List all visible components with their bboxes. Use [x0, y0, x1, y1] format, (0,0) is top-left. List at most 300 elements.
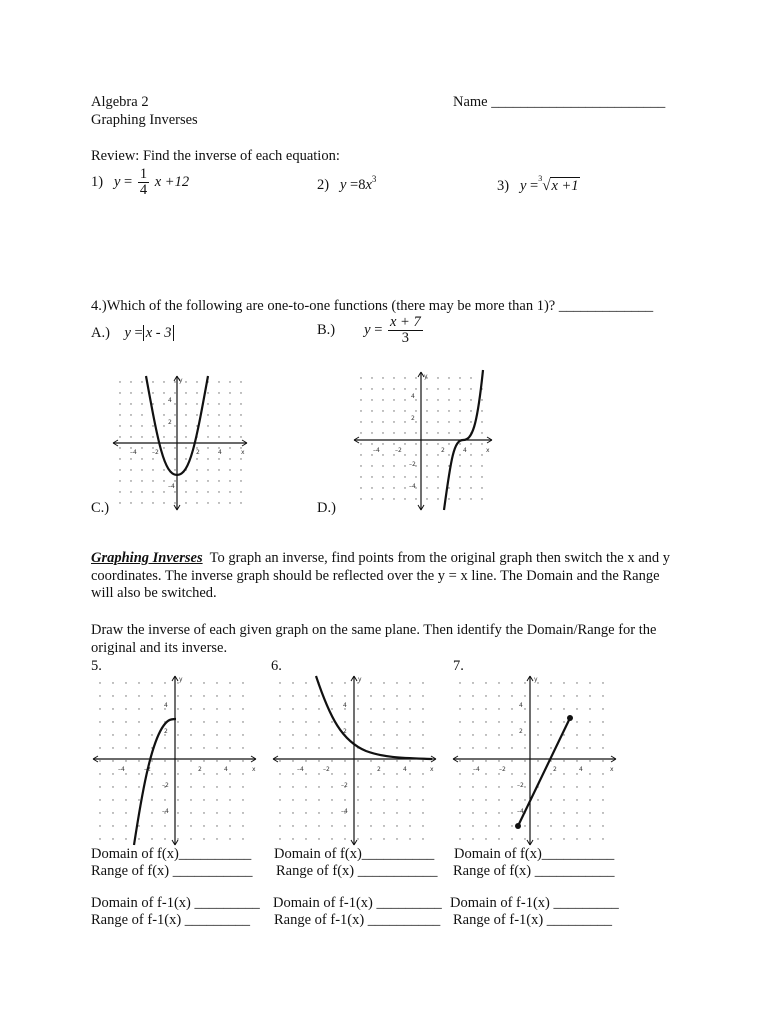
- svg-text:–2: –2: [409, 461, 416, 468]
- problem-6-domain-f[interactable]: Domain of f(x)__________: [274, 846, 435, 862]
- grid-dot: [216, 760, 217, 761]
- grid-dot: [415, 454, 416, 455]
- grid-dot: [426, 432, 427, 433]
- grid-dot: [459, 443, 460, 444]
- grid-dot: [177, 760, 178, 761]
- grid-dot: [331, 695, 332, 696]
- grid-dot: [163, 381, 164, 382]
- grid-dot: [576, 773, 577, 774]
- grid-dot: [409, 747, 410, 748]
- grid-dot: [576, 799, 577, 800]
- grid-dot: [524, 786, 525, 787]
- grid-dot: [498, 708, 499, 709]
- grid-dot: [448, 377, 449, 378]
- grid-dot: [174, 502, 175, 503]
- grid-dot: [196, 414, 197, 415]
- grid-dot: [130, 469, 131, 470]
- problem-7-domain-f[interactable]: Domain of f(x)__________: [454, 846, 615, 862]
- grid-dot: [190, 747, 191, 748]
- grid-dot: [174, 381, 175, 382]
- grid-dot: [279, 747, 280, 748]
- grid-dot: [119, 392, 120, 393]
- grid-dot: [524, 773, 525, 774]
- grid-dot: [524, 747, 525, 748]
- grid-dot: [589, 825, 590, 826]
- grid-dot: [371, 410, 372, 411]
- grid-dot: [185, 458, 186, 459]
- grid-dot: [481, 487, 482, 488]
- grid-dot: [112, 682, 113, 683]
- grid-dot: [524, 838, 525, 839]
- problem-5-range-inverse[interactable]: Range of f-1(x) _________: [91, 912, 251, 928]
- graph-option-d: [351, 368, 496, 514]
- grid-dot: [383, 786, 384, 787]
- grid-dot: [164, 760, 165, 761]
- svg-text:x: x: [252, 766, 256, 773]
- grid-dot: [151, 760, 152, 761]
- grid-dot: [485, 799, 486, 800]
- grid-dot: [185, 392, 186, 393]
- svg-text:–2: –2: [162, 782, 169, 789]
- grid-dot: [357, 786, 358, 787]
- grid-dot: [563, 786, 564, 787]
- grid-dot: [151, 773, 152, 774]
- grid-dot: [396, 747, 397, 748]
- grid-dot: [589, 721, 590, 722]
- grid-dot: [207, 436, 208, 437]
- grid-dot: [563, 825, 564, 826]
- grid-dot: [152, 392, 153, 393]
- svg-text:2: 2: [519, 728, 523, 735]
- grid-dot: [125, 786, 126, 787]
- svg-text:4: 4: [164, 702, 168, 709]
- grid-dot: [190, 838, 191, 839]
- grid-dot: [216, 812, 217, 813]
- grid-dot: [357, 825, 358, 826]
- grid-dot: [229, 381, 230, 382]
- grid-dot: [331, 799, 332, 800]
- grid-dot: [472, 721, 473, 722]
- grid-dot: [524, 760, 525, 761]
- grid-dot: [602, 721, 603, 722]
- problem-6-domain-inverse[interactable]: Domain of f-1(x) _________: [273, 895, 442, 911]
- grid-dot: [550, 747, 551, 748]
- grid-dot: [498, 799, 499, 800]
- grid-dot: [459, 432, 460, 433]
- grid-dot: [370, 695, 371, 696]
- grid-dot: [383, 825, 384, 826]
- graphing-inverses-paragraph: [91, 550, 671, 603]
- grid-dot: [404, 421, 405, 422]
- grid-dot: [240, 458, 241, 459]
- grid-dot: [185, 381, 186, 382]
- grid-dot: [279, 695, 280, 696]
- grid-dot: [371, 377, 372, 378]
- graph-option-c: [110, 372, 250, 514]
- grid-dot: [125, 747, 126, 748]
- grid-dot: [382, 465, 383, 466]
- grid-dot: [125, 825, 126, 826]
- grid-dot: [292, 825, 293, 826]
- grid-dot: [130, 403, 131, 404]
- grid-dot: [382, 421, 383, 422]
- grid-dot: [360, 454, 361, 455]
- grid-dot: [470, 498, 471, 499]
- grid-dot: [305, 721, 306, 722]
- grid-dot: [99, 682, 100, 683]
- grid-dot: [426, 410, 427, 411]
- svg-text:2: 2: [343, 728, 347, 735]
- grid-dot: [164, 695, 165, 696]
- grid-dot: [511, 708, 512, 709]
- grid-dot: [218, 381, 219, 382]
- grid-dot: [357, 773, 358, 774]
- grid-dot: [396, 708, 397, 709]
- grid-dot: [370, 682, 371, 683]
- grid-dot: [485, 695, 486, 696]
- grid-dot: [371, 443, 372, 444]
- grid-dot: [511, 760, 512, 761]
- grid-dot: [305, 760, 306, 761]
- svg-text:x: x: [430, 766, 434, 773]
- grid-dot: [485, 747, 486, 748]
- grid-dot: [602, 825, 603, 826]
- grid-dot: [203, 838, 204, 839]
- grid-dot: [437, 432, 438, 433]
- grid-dot: [550, 799, 551, 800]
- grid-dot: [563, 747, 564, 748]
- grid-dot: [511, 838, 512, 839]
- grid-dot: [229, 425, 230, 426]
- grid-dot: [459, 388, 460, 389]
- grid-dot: [164, 838, 165, 839]
- problem-6-range-inverse[interactable]: Range of f-1(x) __________: [274, 912, 441, 928]
- grid-dot: [357, 812, 358, 813]
- grid-dot: [382, 476, 383, 477]
- grid-dot: [279, 682, 280, 683]
- problem-7-number: 7.: [453, 658, 464, 674]
- option-a: A.) y = x - 3: [91, 325, 174, 342]
- grid-dot: [125, 721, 126, 722]
- grid-dot: [393, 421, 394, 422]
- axis-labels: [297, 676, 434, 815]
- grid-dot: [371, 432, 372, 433]
- grid-dot: [229, 447, 230, 448]
- grid-dot: [292, 773, 293, 774]
- grid-dot: [196, 381, 197, 382]
- grid-dot: [602, 734, 603, 735]
- grid-dot: [218, 414, 219, 415]
- grid-dot: [472, 825, 473, 826]
- svg-text:–4: –4: [168, 483, 175, 490]
- grid-dot: [563, 734, 564, 735]
- grid-dot: [138, 825, 139, 826]
- grid-dot: [279, 825, 280, 826]
- grid-dot: [563, 708, 564, 709]
- grid-dot: [448, 487, 449, 488]
- grid-dot: [216, 682, 217, 683]
- grid-dot: [164, 682, 165, 683]
- grid-dot: [331, 838, 332, 839]
- grid-dot: [459, 476, 460, 477]
- grid-dot: [404, 487, 405, 488]
- segment-endpoint-start: [515, 823, 521, 829]
- grid-dot: [164, 773, 165, 774]
- grid-dot: [163, 491, 164, 492]
- grid-dot: [177, 721, 178, 722]
- review-prompt: Review: Find the inverse of each equation:: [91, 148, 340, 164]
- grid-dot: [138, 708, 139, 709]
- grid-dot: [437, 487, 438, 488]
- grid-dot: [576, 747, 577, 748]
- grid-dot: [229, 747, 230, 748]
- grid-dot: [119, 414, 120, 415]
- grid-dot: [207, 458, 208, 459]
- grid-dot: [360, 487, 361, 488]
- grid-dot: [318, 747, 319, 748]
- grid-dot: [437, 421, 438, 422]
- grid-dot: [216, 734, 217, 735]
- grid-dot: [511, 747, 512, 748]
- grid-dot: [125, 695, 126, 696]
- problem-7-range-f[interactable]: Range of f(x) ___________: [453, 863, 615, 879]
- review-item-3: 3) y =$^3$√x +1: [497, 174, 579, 194]
- grid-dot: [174, 436, 175, 437]
- grid-dot: [415, 476, 416, 477]
- grid-dot: [141, 381, 142, 382]
- axis-labels: [473, 676, 614, 815]
- grid-dot: [185, 414, 186, 415]
- grid-dot: [163, 502, 164, 503]
- grid-dot: [498, 838, 499, 839]
- problem-6-range-f[interactable]: Range of f(x) ___________: [276, 863, 438, 879]
- grid-dot: [216, 825, 217, 826]
- grid-dot: [371, 476, 372, 477]
- svg-text:2: 2: [377, 766, 381, 773]
- grid-dot: [203, 825, 204, 826]
- grid-dot: [550, 838, 551, 839]
- grid-dot: [177, 838, 178, 839]
- grid-dot: [589, 734, 590, 735]
- grid-dot: [459, 734, 460, 735]
- grid-dot: [240, 403, 241, 404]
- grid-dot: [396, 838, 397, 839]
- grid-dot: [437, 454, 438, 455]
- problem-5-domain-f[interactable]: Domain of f(x)__________: [91, 846, 252, 862]
- grid-dot: [240, 491, 241, 492]
- grid-dot: [207, 414, 208, 415]
- grid-dot: [163, 414, 164, 415]
- grid-dot: [242, 825, 243, 826]
- grid-dot: [99, 773, 100, 774]
- svg-text:y: y: [534, 676, 538, 683]
- grid-dot: [279, 812, 280, 813]
- grid-dot: [550, 812, 551, 813]
- grid-dot: [437, 377, 438, 378]
- grid-dot: [151, 708, 152, 709]
- svg-text:–4: –4: [409, 483, 416, 490]
- grid-dot: [125, 773, 126, 774]
- grid-dot: [383, 708, 384, 709]
- grid-dot: [470, 388, 471, 389]
- grid-dot: [318, 838, 319, 839]
- grid-dot: [576, 812, 577, 813]
- grid-dot: [218, 502, 219, 503]
- grid-dot: [99, 695, 100, 696]
- grid-dot: [396, 799, 397, 800]
- grid-dot: [382, 410, 383, 411]
- grid-dot: [344, 838, 345, 839]
- grid-dot: [292, 734, 293, 735]
- grid-dot: [422, 799, 423, 800]
- svg-text:2: 2: [196, 449, 200, 456]
- grid-dot: [498, 773, 499, 774]
- grid-dot: [207, 403, 208, 404]
- grid-dot: [589, 682, 590, 683]
- grid-dot: [130, 414, 131, 415]
- grid-dot: [437, 388, 438, 389]
- grid-dot: [537, 695, 538, 696]
- grid-dot: [393, 465, 394, 466]
- grid-dot: [511, 734, 512, 735]
- grid-dot: [602, 695, 603, 696]
- grid-dot: [152, 425, 153, 426]
- grid-dot: [190, 786, 191, 787]
- grid-dot: [318, 812, 319, 813]
- grid-dot: [415, 399, 416, 400]
- problem-7-range-inverse[interactable]: Range of f-1(x) _________: [453, 912, 613, 928]
- grid-dot: [151, 825, 152, 826]
- option-d-label: D.): [317, 500, 336, 516]
- grid-dot: [459, 786, 460, 787]
- svg-text:2: 2: [441, 447, 445, 454]
- grid-dot: [602, 708, 603, 709]
- topic-title: Graphing Inverses: [91, 112, 198, 128]
- problem-7-domain-inverse[interactable]: Domain of f-1(x) _________: [450, 895, 619, 911]
- grid-dot: [279, 786, 280, 787]
- grid-dot: [602, 799, 603, 800]
- grid-dot: [138, 786, 139, 787]
- grid-dot: [305, 812, 306, 813]
- grid-dot: [152, 381, 153, 382]
- grid-dot: [216, 747, 217, 748]
- grid-dot: [318, 773, 319, 774]
- grid-dot: [382, 443, 383, 444]
- grid-dot: [190, 695, 191, 696]
- svg-text:–2: –2: [499, 766, 506, 773]
- option-c-label: C.): [91, 500, 110, 516]
- grid-dot: [404, 465, 405, 466]
- grid-dot: [472, 747, 473, 748]
- grid-dot: [360, 465, 361, 466]
- grid-dot: [207, 491, 208, 492]
- grid-dot: [318, 734, 319, 735]
- grid-dot: [422, 838, 423, 839]
- grid-dot: [130, 392, 131, 393]
- grid-dot: [448, 421, 449, 422]
- grid-dot: [409, 760, 410, 761]
- grid-dot: [190, 812, 191, 813]
- grid-dot: [216, 799, 217, 800]
- grid-dot: [177, 799, 178, 800]
- grid-dot: [151, 799, 152, 800]
- grid-dot: [589, 773, 590, 774]
- grid-dot: [185, 480, 186, 481]
- grid-dot: [112, 786, 113, 787]
- grid-dot: [305, 786, 306, 787]
- svg-text:x: x: [610, 766, 614, 773]
- grid-dot: [409, 734, 410, 735]
- grid-dot: [141, 491, 142, 492]
- svg-text:–4: –4: [473, 766, 480, 773]
- svg-text:4: 4: [579, 766, 583, 773]
- grid-dot: [305, 682, 306, 683]
- grid-dot: [240, 502, 241, 503]
- grid-dot: [216, 773, 217, 774]
- svg-text:–4: –4: [162, 808, 169, 815]
- option-b: B.) y = $\frac{x + 7}{3}$: [317, 314, 421, 346]
- grid-dot: [218, 480, 219, 481]
- grid-dot: [470, 476, 471, 477]
- svg-text:y: y: [179, 377, 183, 384]
- grid-dot: [370, 721, 371, 722]
- grid-dot: [437, 443, 438, 444]
- grid-dot: [393, 476, 394, 477]
- grid-dot: [177, 708, 178, 709]
- grid-dot: [164, 747, 165, 748]
- grid-dot: [357, 734, 358, 735]
- grid-dot: [589, 786, 590, 787]
- grid-dot: [331, 682, 332, 683]
- grid-dot: [485, 812, 486, 813]
- grid-dot: [279, 773, 280, 774]
- grid-dot: [537, 838, 538, 839]
- grid-dot: [470, 443, 471, 444]
- grid-dot: [163, 392, 164, 393]
- grid-dot: [141, 502, 142, 503]
- grid-dot: [448, 498, 449, 499]
- grid-dot: [99, 734, 100, 735]
- grid-dot: [331, 786, 332, 787]
- grid-dot: [130, 458, 131, 459]
- problem-5-range-f[interactable]: Range of f(x) ___________: [91, 863, 253, 879]
- review-item-2: 2) $y =8x^3$: [317, 174, 377, 193]
- grid-dot: [415, 432, 416, 433]
- grid-dot: [218, 403, 219, 404]
- grid-dot: [409, 682, 410, 683]
- grid-dot: [422, 760, 423, 761]
- grid-dot: [409, 708, 410, 709]
- grid-dot: [292, 812, 293, 813]
- problem-5-domain-inverse[interactable]: Domain of f-1(x) _________: [91, 895, 260, 911]
- grid-dot: [292, 682, 293, 683]
- grid-dot: [119, 469, 120, 470]
- grid-dot: [396, 825, 397, 826]
- grid-dot: [448, 454, 449, 455]
- grid-dot: [151, 682, 152, 683]
- grid-dot: [99, 825, 100, 826]
- svg-text:–4: –4: [118, 766, 125, 773]
- grid-dot: [112, 799, 113, 800]
- grid-dot: [371, 498, 372, 499]
- grid-dot: [563, 799, 564, 800]
- name-field[interactable]: Name ________________________: [453, 94, 666, 110]
- grid-dot: [589, 760, 590, 761]
- grid-dot: [229, 458, 230, 459]
- function-curve: [134, 719, 176, 845]
- grid-dot: [498, 721, 499, 722]
- grid-dot: [279, 734, 280, 735]
